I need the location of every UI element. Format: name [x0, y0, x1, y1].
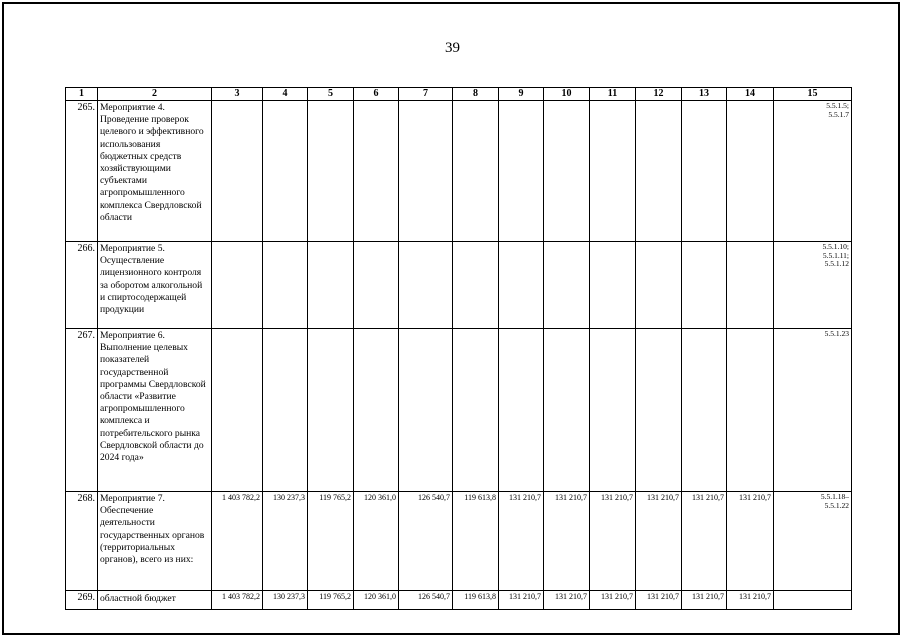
value-cell — [453, 101, 499, 242]
value-cell — [590, 329, 636, 492]
target-reference: 5.5.1.12 — [824, 259, 849, 268]
value-cell — [544, 242, 590, 329]
target-reference: 5.5.1.5; — [826, 101, 849, 110]
column-header-12: 12 — [636, 88, 682, 101]
column-header-7: 7 — [399, 88, 453, 101]
header-row — [66, 88, 852, 101]
value-cell — [354, 242, 399, 329]
value-cell: 131 210,7 — [590, 591, 636, 610]
value-cell: 131 210,7 — [682, 591, 727, 610]
value-cell: 130 237,3 — [263, 492, 308, 591]
row-number: 266. — [66, 242, 98, 329]
value-cell: 1 403 782,2 — [212, 492, 263, 591]
value-cell: 119 613,8 — [453, 492, 499, 591]
table-row — [66, 492, 852, 591]
target-reference: 5.5.1.18– — [820, 492, 849, 501]
value-cell — [308, 329, 354, 492]
value-cell: 119 613,8 — [453, 591, 499, 610]
target-reference: 5.5.1.23 — [824, 329, 849, 338]
row-description: Мероприятие 5. Осуществление лицензионного контроля за оборотом алкогольной и спиртосодержащей продукции — [98, 242, 212, 329]
table-body — [66, 101, 852, 610]
value-cell — [354, 101, 399, 242]
column-header-14: 14 — [727, 88, 774, 101]
value-cell — [727, 242, 774, 329]
value-cell: 126 540,7 — [399, 492, 453, 591]
value-cell — [354, 329, 399, 492]
value-cell — [727, 101, 774, 242]
target-reference-cell — [774, 329, 852, 492]
value-cell — [499, 101, 544, 242]
row-description: Мероприятие 4. Проведение проверок целевого и эффективного использования бюджетных средств хозяйствующими субъектами агропромышленного комплекса Свердловской области — [98, 101, 212, 242]
column-header-9: 9 — [499, 88, 544, 101]
target-reference: 5.5.1.10; — [822, 242, 849, 251]
column-header-3: 3 — [212, 88, 263, 101]
value-cell: 131 210,7 — [499, 591, 544, 610]
value-cell: 120 361,0 — [354, 492, 399, 591]
value-cell — [636, 101, 682, 242]
value-cell — [263, 242, 308, 329]
target-reference-cell — [774, 101, 852, 242]
value-cell — [308, 101, 354, 242]
value-cell — [453, 242, 499, 329]
value-cell — [636, 242, 682, 329]
value-cell: 126 540,7 — [399, 591, 453, 610]
value-cell: 131 210,7 — [499, 492, 544, 591]
value-cell — [212, 242, 263, 329]
row-description: Мероприятие 7. Обеспечение деятельности государственных органов (территориальных органов), всего из них: — [98, 492, 212, 591]
value-cell — [399, 101, 453, 242]
value-cell: 1 403 782,2 — [212, 591, 263, 610]
column-header-6: 6 — [354, 88, 399, 101]
value-cell: 131 210,7 — [636, 492, 682, 591]
value-cell: 131 210,7 — [544, 492, 590, 591]
value-cell: 130 237,3 — [263, 591, 308, 610]
budget-table — [65, 87, 852, 610]
page-number: 39 — [445, 40, 460, 56]
row-number: 267. — [66, 329, 98, 492]
target-reference-cell — [774, 591, 852, 610]
column-header-15: 15 — [774, 88, 852, 101]
column-header-1: 1 — [66, 88, 98, 101]
row-number: 265. — [66, 101, 98, 242]
table-row — [66, 101, 852, 242]
column-header-5: 5 — [308, 88, 354, 101]
column-header-8: 8 — [453, 88, 499, 101]
value-cell — [399, 329, 453, 492]
value-cell — [636, 329, 682, 492]
value-cell: 131 210,7 — [727, 492, 774, 591]
column-header-13: 13 — [682, 88, 727, 101]
value-cell — [727, 329, 774, 492]
row-description: областной бюджет — [98, 591, 212, 610]
column-header-11: 11 — [590, 88, 636, 101]
row-number: 268. — [66, 492, 98, 591]
value-cell — [399, 242, 453, 329]
value-cell — [682, 329, 727, 492]
column-header-10: 10 — [544, 88, 590, 101]
value-cell — [308, 242, 354, 329]
target-reference: 5.5.1.11; — [822, 250, 849, 260]
target-reference: 5.5.1.7 — [828, 109, 849, 119]
value-cell: 131 210,7 — [544, 591, 590, 610]
value-cell — [263, 329, 308, 492]
value-cell — [263, 101, 308, 242]
value-cell: 119 765,2 — [308, 492, 354, 591]
value-cell — [590, 242, 636, 329]
value-cell — [499, 329, 544, 492]
target-reference-cell — [774, 242, 852, 329]
target-reference: 5.5.1.22 — [824, 500, 849, 510]
value-cell — [590, 101, 636, 242]
value-cell: 120 361,0 — [354, 591, 399, 610]
value-cell: 131 210,7 — [682, 492, 727, 591]
value-cell: 131 210,7 — [636, 591, 682, 610]
value-cell — [544, 329, 590, 492]
table-row — [66, 242, 852, 329]
value-cell — [453, 329, 499, 492]
row-number: 269. — [66, 591, 98, 610]
value-cell — [212, 329, 263, 492]
value-cell — [499, 242, 544, 329]
value-cell: 131 210,7 — [590, 492, 636, 591]
column-header-4: 4 — [263, 88, 308, 101]
value-cell — [212, 101, 263, 242]
target-reference-cell — [774, 492, 852, 591]
column-header-2: 2 — [98, 88, 212, 101]
table-row — [66, 591, 852, 610]
value-cell — [682, 101, 727, 242]
value-cell — [682, 242, 727, 329]
value-cell: 119 765,2 — [308, 591, 354, 610]
table-row — [66, 329, 852, 492]
value-cell: 131 210,7 — [727, 591, 774, 610]
value-cell — [544, 101, 590, 242]
row-description: Мероприятие 6. Выполнение целевых показателей государственной программы Свердловской области «Развитие агропромышленного комплекса и потребительского рынка Свердловской области до 2024 года» — [98, 329, 212, 492]
